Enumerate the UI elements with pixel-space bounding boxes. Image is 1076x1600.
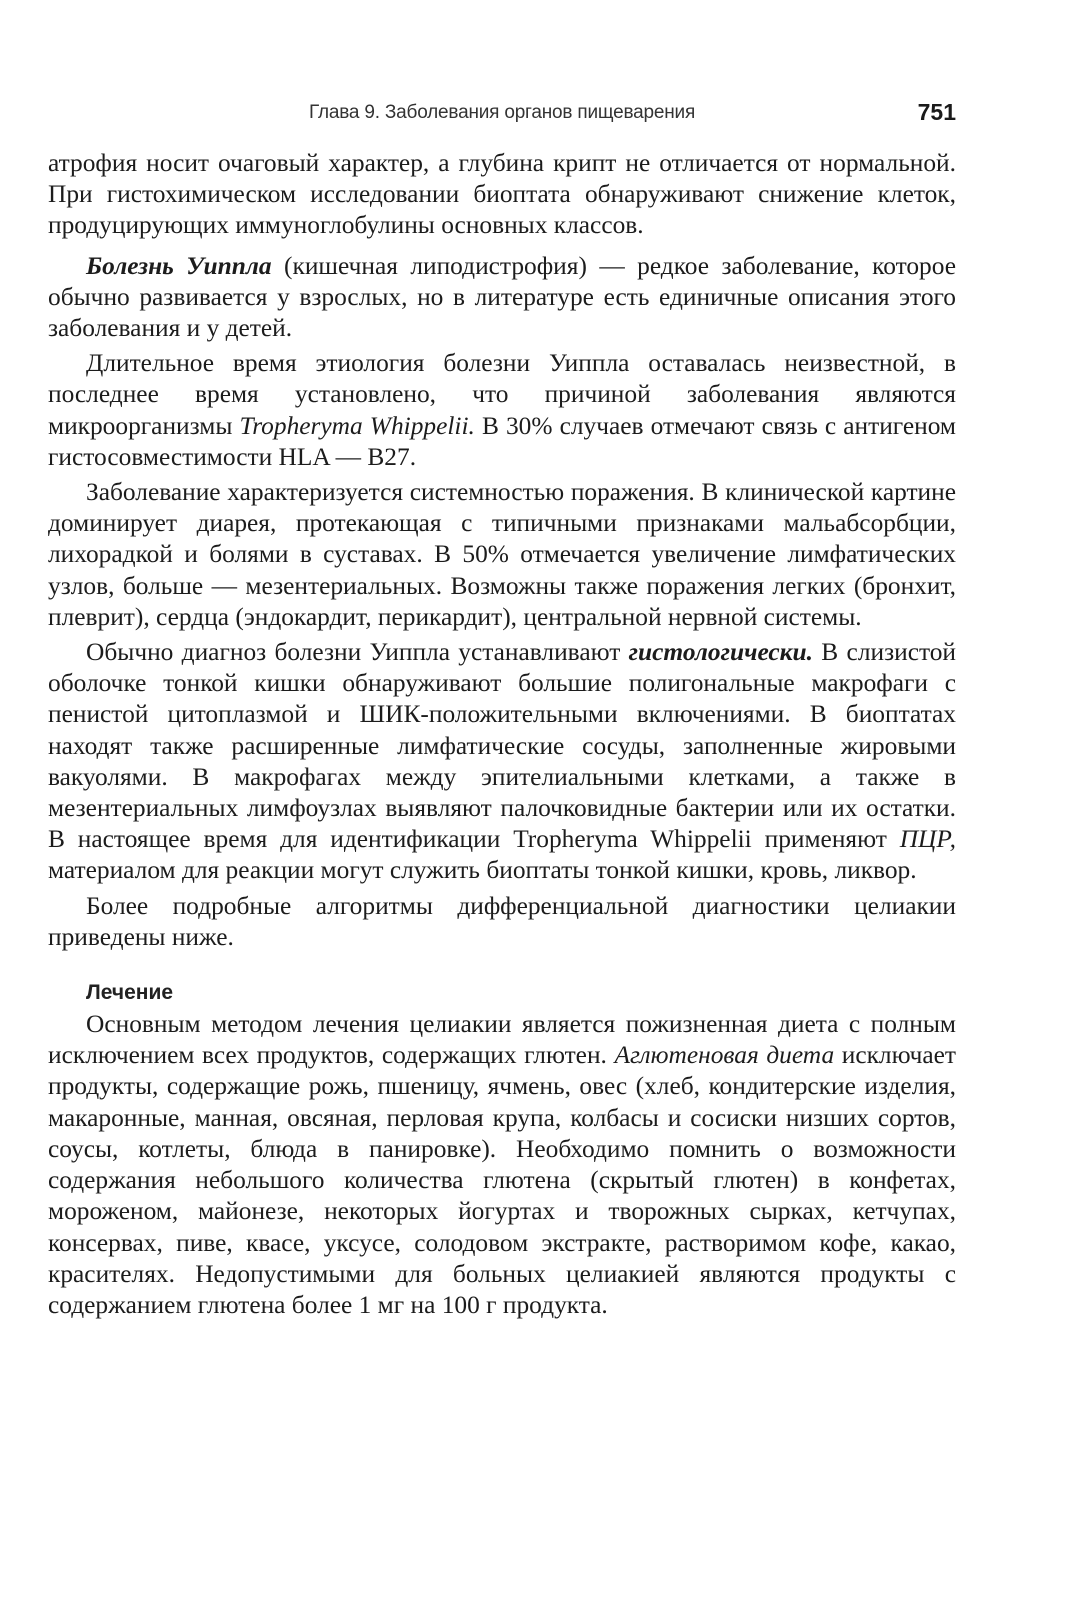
running-head: Глава 9. Заболевания органов пищеварения <box>308 102 696 123</box>
paragraph-text: (кишечная липодистрофия) — редкое заболевание, которое обычно развивается у взрослых, но в литературе есть единичные описания этого заболевания и у детей. <box>48 251 956 343</box>
paragraph-text: В 30% случаев отмечают связь с антигеном гистосовместимости HLA — B27. <box>48 411 957 471</box>
page-number: 751 <box>917 99 956 125</box>
paragraph-whipple-definition <box>48 251 956 345</box>
paragraph-diagnosis <box>48 637 956 887</box>
page-header <box>48 99 956 134</box>
term-histologically: гистологически. <box>628 638 813 667</box>
paragraph-etiology <box>48 348 956 473</box>
paragraph-treatment <box>48 1009 956 1321</box>
paragraph-text: Длительное время этиология болезни Уиппла оставалась неизвестной, в последнее время установлено, что причиной заболевания являются микроорганизмы <box>48 349 956 440</box>
term-pcr: ПЦР, <box>899 825 956 854</box>
paragraph-text: материалом для реакции могут служить биоптаты тонкой кишки, кровь, ликвор. <box>48 856 917 885</box>
paragraph-text: Основным методом лечения целиакии является пожизненная диета с полным исключением всех продуктов, содержащих глютен. <box>48 1010 956 1070</box>
term-gluten-free-diet: Аглютеновая диета <box>614 1041 835 1070</box>
paragraph-algorithms: Более подробные алгоритмы дифференциальной диагностики целиакии приведены ниже. <box>48 891 956 951</box>
paragraph-text: исключает продукты, содержащие рожь, пшеницу, ячмень, овес (хлеб, кондитерские изделия, макаронные, манная, овсяная, перловая крупа, колбасы и сосиски низших сортов, соусы, котлеты, блюда в панировке). Необходимо помнить о возможности содержания небольшого количества глютена (скрытый глютен) в конфетах, мороженом, майонезе, некоторых йогуртах и творожных сырках, кетчупах, консервах, пиве, квасе, уксусе, солодовом экстракте, растворимом кофе, какао, красителях. Недопустимыми для больных целиакией являются продукты с содержанием глютена более 1 мг на 100 г продукта. <box>48 1041 956 1319</box>
paragraph-clinical-picture: Заболевание характеризуется системностью поражения. В клинической картине доминирует диарея, протекающая с типичными признаками мальабсорбции, лихорадкой и болями в суставах. В 50% отмечается увеличение лимфатических узлов, больше — мезентериальных. Возможны также поражения легких (бронхит, плеврит), сердца (эндокардит, перикардит), центральной нервной системы. <box>48 478 956 631</box>
paragraph-atrophy: атрофия носит очаговый характер, а глубина крипт не отличается от нормальной. При гистохимическом исследовании биоптата обнаруживают снижение клеток, продуцирующих иммуноглобулины основных классов. <box>48 149 956 240</box>
section-heading-treatment: Лечение <box>86 981 174 1005</box>
page-body <box>48 148 956 1321</box>
term-whipple-disease: Болезнь Уиппла <box>86 251 272 280</box>
term-tropheryma: Tropheryma Whippelii. <box>239 411 475 440</box>
paragraph-text: Обычно диагноз болезни Уиппла устанавливают <box>86 638 629 667</box>
paragraph-text: В слизистой оболочке тонкой кишки обнаруживают большие полигональные макрофаги с пенистой цитоплазмой и ШИК-положительными включениями. В биоптатах находят также расширенные лимфатические сосуды, заполненные жировыми вакуолями. В макрофагах между эпителиальными клетками, а также в мезентериальных лимфоузлах выявляют палочковидные бактерии или их остатки. В настоящее время для идентификации Tropheryma Whippelii применяют <box>48 638 957 854</box>
